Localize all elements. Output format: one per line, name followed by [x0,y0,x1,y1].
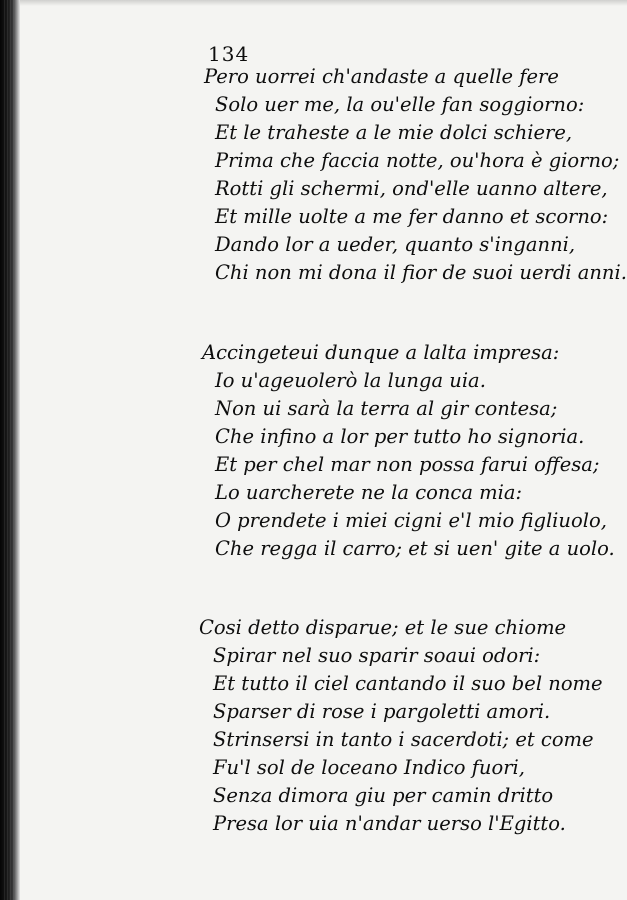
verse-line: Che infino a lor per tutto ho signoria. [215,425,585,448]
verse-line: Io u'ageuolerò la lunga uia. [215,369,486,392]
page-stack-lines [4,0,14,900]
verse-line: Chi non mi dona il fior de suoi uerdi anni. [215,261,627,284]
verse-line: Et le traheste a le mie dolci schiere, [215,121,573,144]
verse-line: Dando lor a ueder, quanto s'inganni, [215,233,576,256]
verse-line: Prima che faccia notte, ou'hora è giorno; [215,149,620,172]
verse-line: Che regga il carro; et si uen' gite a uolo. [215,537,615,560]
verse-line: Senza dimora giu per camin dritto [213,784,554,807]
verse-line: Fu'l sol de loceano Indico fuori, [213,756,525,779]
verse-line: O prendete i miei cigni e'l mio figliuolo, [215,509,607,532]
verse-line: Cosi detto disparue; et le sue chiome [199,616,567,639]
verse-line: Lo uarcherete ne la conca mia: [215,481,523,504]
page-number: 134 [208,42,250,66]
verse-line: Spirar nel suo sparir soaui odori: [213,644,541,667]
verse-line: Pero uorrei ch'andaste a quelle fere [204,65,559,88]
page-top-shadow [20,0,627,6]
verse-line: Et mille uolte a me fer danno et scorno: [215,205,609,228]
verse-line: Non ui sarà la terra al gir contesa; [215,397,558,420]
verse-line: Et tutto il ciel cantando il suo bel nome [213,672,603,695]
verse-line: Presa lor uia n'andar uerso l'Egitto. [213,812,566,835]
verse-line: Rotti gli schermi, ond'elle uanno altere, [215,177,608,200]
verse-line: Solo uer me, la ou'elle fan soggiorno: [215,93,585,116]
verse-line: Accingeteui dunque a lalta impresa: [202,341,560,364]
verse-line: Strinsersi in tanto i sacerdoti; et come [213,728,594,751]
verse-line: Sparser di rose i pargoletti amori. [213,700,551,723]
verse-line: Et per chel mar non possa farui offesa; [215,453,600,476]
